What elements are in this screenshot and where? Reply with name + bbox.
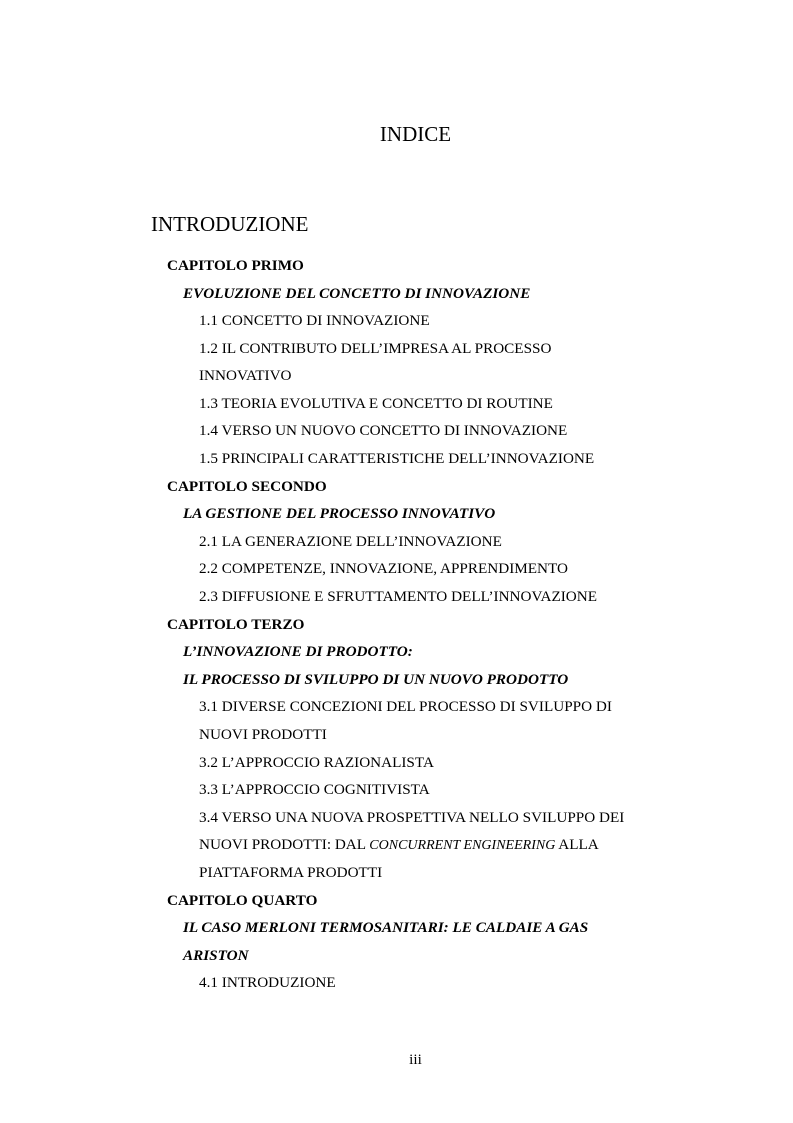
page-title: INDICE	[379, 122, 452, 146]
concurrent-engineering-term: CONCURRENT ENGINEERING	[369, 838, 556, 853]
section-3-3[interactable]: 3.3 L’APPROCCIO COGNITIVISTA	[199, 781, 430, 798]
section-3-4-line2[interactable]	[199, 835, 599, 856]
chapter-4-subtitle-line2[interactable]: ARISTON	[183, 947, 249, 964]
section-1-3[interactable]: 1.3 TEORIA EVOLUTIVA E CONCETTO DI ROUTINE	[199, 395, 553, 412]
section-1-2-line1[interactable]: 1.2 IL CONTRIBUTO DELL’IMPRESA AL PROCESSO	[199, 340, 552, 357]
page-number: iii	[409, 1051, 422, 1068]
section-3-4-line2-suffix: ALLA	[555, 836, 599, 853]
section-2-3[interactable]: 2.3 DIFFUSIONE E SFRUTTAMENTO DELL’INNOVAZIONE	[199, 588, 598, 605]
chapter-2-heading[interactable]: CAPITOLO SECONDO	[167, 478, 327, 495]
section-2-2[interactable]: 2.2 COMPETENZE, INNOVAZIONE, APPRENDIMENTO	[199, 560, 568, 577]
chapter-4-heading[interactable]: CAPITOLO QUARTO	[167, 892, 318, 909]
chapter-3-heading[interactable]: CAPITOLO TERZO	[167, 616, 305, 633]
section-3-1-line1[interactable]: 3.1 DIVERSE CONCEZIONI DEL PROCESSO DI SVILUPPO DI	[199, 698, 612, 715]
chapter-2-subtitle[interactable]: LA GESTIONE DEL PROCESSO INNOVATIVO	[183, 505, 496, 522]
chapter-4-subtitle-line1[interactable]: IL CASO MERLONI TERMOSANITARI: LE CALDAIE A GAS	[183, 919, 589, 936]
section-1-5[interactable]: 1.5 PRINCIPALI CARATTERISTICHE DELL’INNOVAZIONE	[199, 450, 595, 467]
chapter-1-heading[interactable]: CAPITOLO PRIMO	[167, 257, 304, 274]
chapter-3-subtitle-line1[interactable]: L’INNOVAZIONE DI PRODOTTO:	[183, 643, 413, 660]
section-3-4-line1[interactable]: 3.4 VERSO UNA NUOVA PROSPETTIVA NELLO SVILUPPO DEI	[199, 809, 625, 826]
section-1-1[interactable]: 1.1 CONCETTO DI INNOVAZIONE	[199, 312, 430, 329]
toc-introduction[interactable]: INTRODUZIONE	[151, 212, 309, 236]
chapter-3-subtitle-line2[interactable]: IL PROCESSO DI SVILUPPO DI UN NUOVO PRODOTTO	[183, 671, 569, 688]
section-2-1[interactable]: 2.1 LA GENERAZIONE DELL’INNOVAZIONE	[199, 533, 502, 550]
section-3-1-line2[interactable]: NUOVI PRODOTTI	[199, 726, 327, 743]
section-3-4-line2-prefix: NUOVI PRODOTTI: DAL	[199, 836, 370, 853]
section-1-2-line2[interactable]: INNOVATIVO	[199, 367, 292, 384]
section-3-4-line3[interactable]: PIATTAFORMA PRODOTTI	[199, 864, 383, 881]
section-4-1[interactable]: 4.1 INTRODUZIONE	[199, 974, 336, 991]
section-3-2[interactable]: 3.2 L’APPROCCIO RAZIONALISTA	[199, 754, 434, 771]
chapter-1-subtitle[interactable]: EVOLUZIONE DEL CONCETTO DI INNOVAZIONE	[183, 285, 531, 302]
section-1-4[interactable]: 1.4 VERSO UN NUOVO CONCETTO DI INNOVAZIONE	[199, 422, 568, 439]
